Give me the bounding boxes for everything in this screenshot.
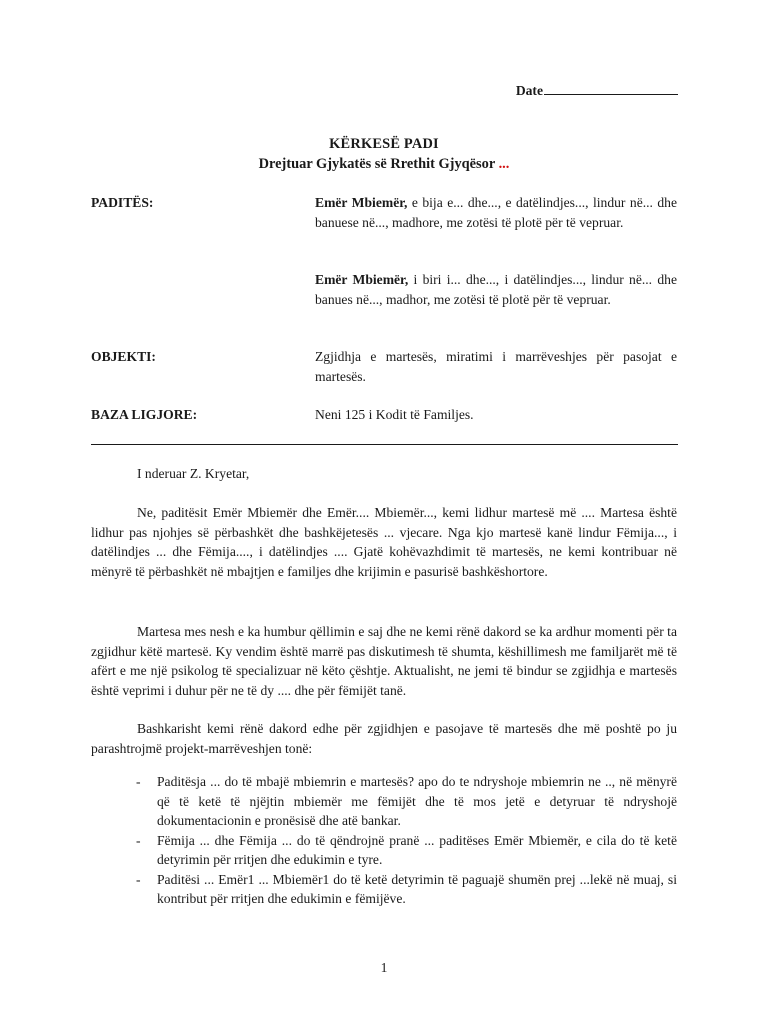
document-subtitle xyxy=(0,156,768,173)
list-item xyxy=(91,870,677,909)
subtitle-text: Drejtuar Gjykatës së Rrethit Gjyqësor xyxy=(258,156,499,172)
baza-ligjore-text: Neni 125 i Kodit të Familjes. xyxy=(315,407,474,422)
party1-name: Emër Mbiemër, xyxy=(315,195,408,210)
page-number: 1 xyxy=(380,960,388,975)
date-label: Date xyxy=(515,83,543,98)
date-field xyxy=(516,82,678,99)
list-dash: - xyxy=(136,832,141,848)
objekti-text: Zgjidhja e martesës, miratimi i marrëveshjes për pasojat e martesës. xyxy=(315,349,677,384)
paragraph-1: Ne, paditësit Emër Mbiemër dhe Emër.... Mbiemër..., kemi lidhur martesë më .... Martesa është lidhur pas njohjes së përbashkët dhe bashkëjetesës ... vjecare. Nga kjo martesë kanë lindur Fëmija..., i datëlindjes ... dhe Fëmija...., i datëlindjes .... Gjatë kohëvazhdimit të martesës, ne kemi kontribuar në mënyrë të përbashkët në mbajtjen e familjes dhe krijimin e pasurisë bashkëshortore. xyxy=(91,505,677,579)
party2-details: i biri i... dhe..., i datëlindjes..., lindur në... dhe banues në..., madhor, me zotësi të plotë për të vepruar. xyxy=(315,272,677,307)
party1-description xyxy=(315,193,677,232)
list-item-text: Fëmija ... dhe Fëmija ... do të qëndrojnë pranë ... paditëses Emër Mbiemër, e cila do të ketë detyrimin për rritjen dhe edukimin e tyre. xyxy=(157,832,677,867)
paditës-label: PADITËS: xyxy=(91,195,154,210)
subtitle-placeholder-dots: ... xyxy=(498,156,510,172)
section-divider xyxy=(91,444,678,445)
paragraph-3: Bashkarisht kemi rënë dakord edhe për zgjidhjen e pasojave të martesës dhe më poshtë po ju parashtrojmë projekt-marrëveshjen tonë: xyxy=(91,721,677,756)
paragraph-2: Martesa mes nesh e ka humbur qëllimin e saj dhe ne kemi rënë dakord se ka ardhur momenti për ta zgjidhur këtë martesë. Ky vendim është marrë pas diskutimesh të shumta, këshillimesh me familjarët më të afërt e me një psikolog të specializuar në këto çështje. Aktualisht, ne jemi të bindur se zgjidhja e martesës është veprimi i duhur për ne të dy .... dhe për fëmijët tanë. xyxy=(91,624,677,698)
list-dash: - xyxy=(136,774,141,789)
list-item xyxy=(91,772,677,831)
list-item-text: Paditësja ... do të mbajë mbiemrin e martesës? apo do te ndryshoje mbiemrin ne .., në mënyrë që të ketë të njëjtin mbiemër me fëmijët dhe të mos jetë e detyruar të ndryshojë dokumentacionin e pronësisë dhe atë bankar. xyxy=(157,774,677,828)
list-dash: - xyxy=(136,871,141,887)
agreement-list xyxy=(91,772,677,909)
baza-ligjore-label: BAZA LIGJORE: xyxy=(91,407,198,422)
party2-name: Emër Mbiemër, xyxy=(315,272,409,287)
party1-details: e bija e... dhe..., e datëlindjes..., lindur në... dhe banuese në..., madhore, me zotësi të plotë për të vepruar. xyxy=(315,195,678,230)
document-title: KËRKESË PADI xyxy=(329,136,439,152)
objekti-label: OBJEKTI: xyxy=(91,349,156,364)
list-item-text: Paditësi ... Emër1 ... Mbiemër1 do të ketë detyrimin të paguajë shumën prej ...lekë në muaj, si kontribut për rritjen dhe edukimin e fëmijëve. xyxy=(157,871,677,906)
date-blank-line xyxy=(544,82,678,95)
party2-description xyxy=(315,270,677,309)
list-item xyxy=(91,831,677,870)
salutation: I nderuar Z. Kryetar, xyxy=(137,466,250,481)
